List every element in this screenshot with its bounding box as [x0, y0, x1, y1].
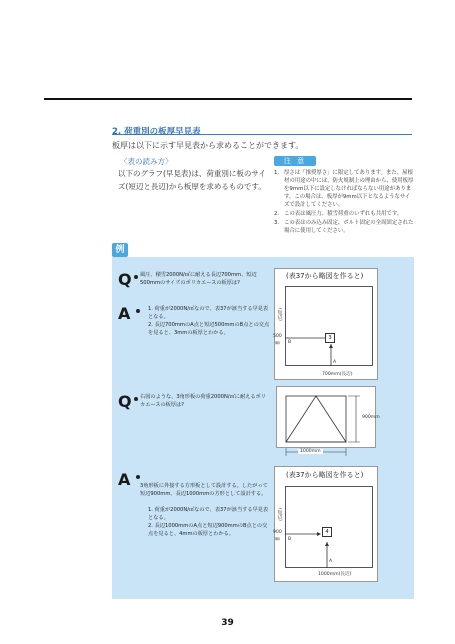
a1-step-2: 2. 長辺700mmのA点と短辺500mmのB点との交点を見ると、3mmの板厚とわかる。 — [148, 322, 270, 336]
chart2-yaxis: (短辺) — [277, 508, 282, 521]
a1-mark: A — [118, 304, 131, 323]
chart2-xvalue: 1000mm(長辺) — [318, 572, 352, 577]
chart2-a-arrow — [325, 542, 329, 546]
q2-bullet — [134, 397, 138, 401]
chart2-yvalue: 900 — [273, 530, 282, 535]
chart1-yvalue: 500 — [273, 334, 282, 339]
section-title-text: 2. 荷重別の板厚早見表 — [112, 127, 201, 137]
width-dimension — [276, 448, 376, 460]
a2-step-1: 1. 荷重が2000N/㎡なので、表37が該当する早見表となる。 — [148, 507, 269, 521]
note-text: この表は風圧力、積雪荷重のいずれも共用です。 — [284, 211, 403, 217]
note-item — [274, 169, 414, 209]
chart1-a-point: A — [333, 360, 337, 365]
a2-mark: A — [118, 470, 131, 489]
chart2-b-point: B — [288, 537, 292, 542]
chart1-a-arrow — [329, 344, 333, 348]
top-rule — [44, 98, 412, 100]
how-to-read-body: 以下のグラフ(早見表)は、荷重別に板のサイズ(短辺と長辺)から板厚を求めるものです。 — [118, 169, 266, 191]
note-text: この表はのみ込み固定、ボルト固定の全周固定された場合に使用してください。 — [284, 220, 414, 234]
notes-badge: 注 意 — [274, 156, 316, 166]
q1-mark: Q — [118, 270, 132, 289]
triangle-width-label: 1000mm — [300, 449, 321, 454]
chart1-title: (表37から略図を作ると) — [286, 272, 364, 280]
triangle-bounding-rect — [286, 396, 346, 442]
q2-mark: Q — [118, 392, 132, 411]
q1-text: 風圧、積雪2000N/㎡に耐える長辺700mm、短辺500mmのサイズのポリカエースの板厚は? — [140, 272, 257, 286]
section-title — [112, 119, 412, 135]
chart1-guides — [285, 286, 373, 366]
triangle-figure — [276, 386, 376, 448]
note-item — [274, 219, 414, 235]
triangle-height-label: 900mm — [362, 415, 380, 420]
note-number: 2. — [274, 211, 280, 217]
chart2-yunit: ㎜ — [275, 537, 280, 542]
triangle-shape — [286, 396, 346, 442]
how-to-read-title: 〈表の読み方〉 — [120, 157, 173, 166]
chart2-title: (表37から略図を作ると) — [286, 471, 364, 479]
a2-step-2: 2. 長辺1000mmのA点と短辺900mmのB点との交点を見ると、4mmの板厚とわかる。 — [148, 523, 268, 537]
q2-text: 右図のような、3角形板の荷重2000N/㎡に耐えるポリカエースの板厚は? — [140, 394, 266, 408]
a1-step-1: 1. 荷重が2000N/㎡なので、表37が該当する早見表となる。 — [148, 306, 269, 320]
note-item — [274, 210, 414, 218]
a2-intro: 3角形板に外接する方形板として設計する。したがって短辺900mm、長辺1000mmの方形として設計する。 — [140, 483, 268, 497]
chart2-thickness-box: 4 — [322, 527, 332, 537]
note-text: 厚さは「推奨厚さ」に限定してあります。また、屋根材の用途の中には、防火規制上の理由から、使用板厚を9mm以下に設定しなければならない用途があります。この場合は、板厚が9mm以下となるようなサイズで設計してください。 — [284, 170, 414, 208]
chart1-thickness-box: 3 — [325, 333, 335, 343]
chart1-xvalue: 700mm(長辺) — [322, 372, 353, 377]
example-badge: 例 — [112, 243, 128, 257]
chart2-a-point: A — [329, 559, 333, 564]
a1-bullet — [136, 309, 140, 313]
notes-list — [274, 169, 414, 236]
a2-bullet — [136, 475, 140, 479]
page-number: 39 — [221, 618, 234, 628]
note-number: 1. — [274, 170, 280, 176]
q1-bullet — [134, 275, 138, 279]
section-intro: 板厚は以下に示す早見表から求めることができます。 — [112, 141, 304, 150]
chart1-yunit: ㎜ — [275, 341, 280, 346]
chart1-b-point: B — [288, 340, 292, 345]
chart1-yaxis: (短辺) — [277, 308, 282, 321]
note-number: 3. — [274, 220, 280, 226]
chart2-b-arrow — [317, 532, 321, 536]
